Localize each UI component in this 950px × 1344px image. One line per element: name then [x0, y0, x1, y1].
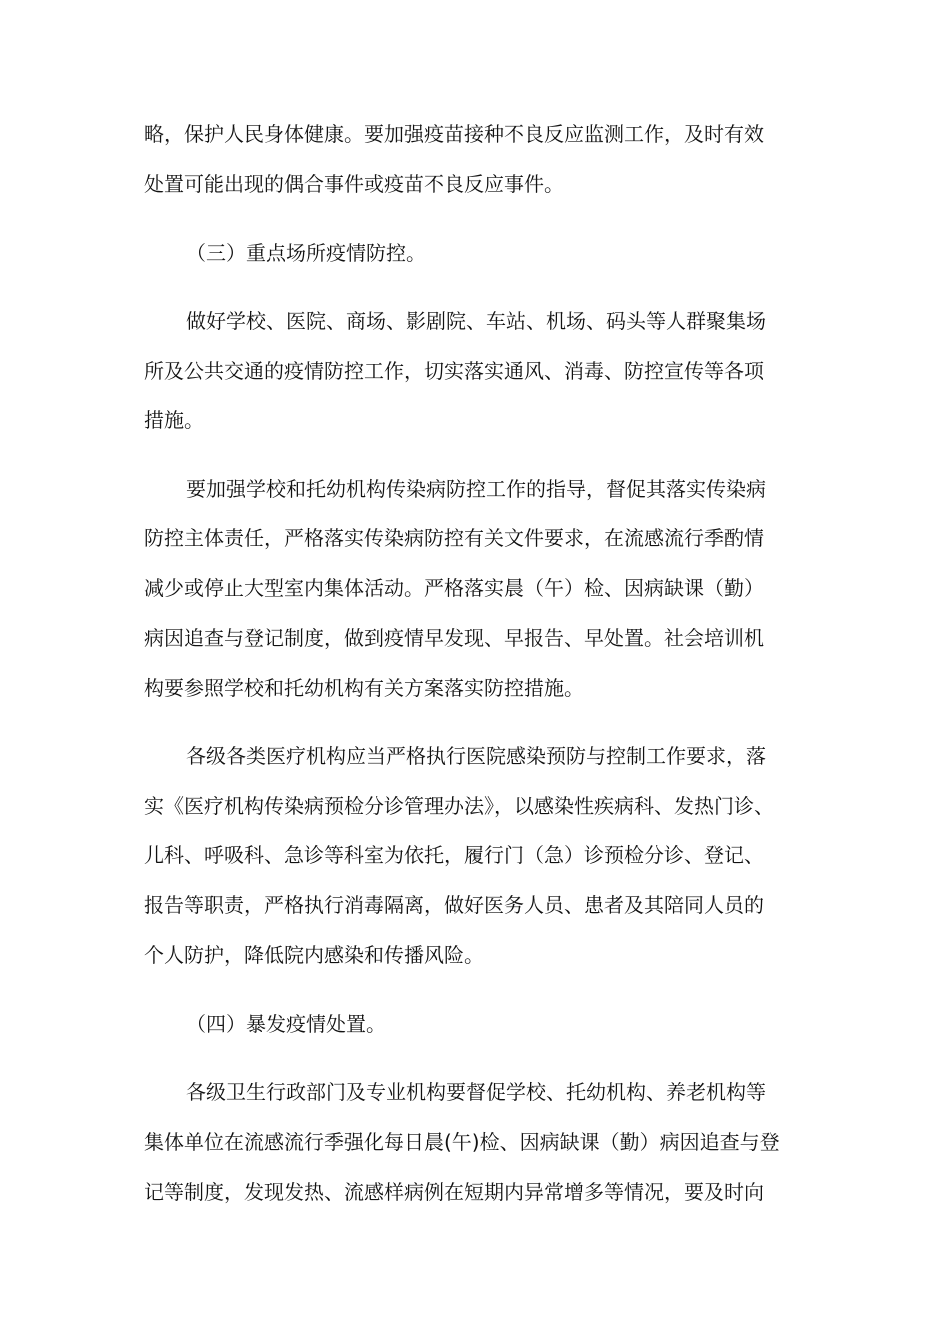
text-line: 构要参照学校和托幼机构有关方案落实防控措施。: [144, 676, 584, 700]
text-line: 各级各类医疗机构应当严格执行医院感染预防与控制工作要求，落: [186, 744, 766, 768]
text-line: 报告等职责，严格执行消毒隔离，做好医务人员、患者及其陪同人员的: [144, 893, 764, 917]
section-heading-4: （四）暴发疫情处置。: [186, 1012, 386, 1036]
text-line: 措施。: [144, 408, 204, 432]
text-line: 个人防护，降低院内感染和传播风险。: [144, 943, 484, 967]
text-line: 处置可能出现的偶合事件或疫苗不良反应事件。: [144, 172, 564, 196]
text-line: 记等制度，发现发热、流感样病例在短期内异常增多等情况，要及时向: [144, 1180, 764, 1204]
text-line: 集体单位在流感流行季强化每日晨(午)检、因病缺课（勤）病因追查与登: [144, 1130, 780, 1154]
text-line: 略，保护人民身体健康。要加强疫苗接种不良反应监测工作，及时有效: [144, 122, 764, 146]
section-heading-3: （三）重点场所疫情防控。: [186, 241, 426, 265]
text-line: 病因追查与登记制度，做到疫情早发现、早报告、早处置。社会培训机: [144, 626, 764, 650]
text-line: 要加强学校和托幼机构传染病防控工作的指导，督促其落实传染病: [186, 477, 766, 501]
text-line: 减少或停止大型室内集体活动。严格落实晨（午）检、因病缺课（勤）: [144, 576, 764, 600]
text-line: 所及公共交通的疫情防控工作，切实落实通风、消毒、防控宣传等各项: [144, 359, 764, 383]
text-line: 防控主体责任，严格落实传染病防控有关文件要求，在流感流行季酌情: [144, 526, 764, 550]
text-line: 各级卫生行政部门及专业机构要督促学校、托幼机构、养老机构等: [186, 1080, 766, 1104]
text-line: 做好学校、医院、商场、影剧院、车站、机场、码头等人群聚集场: [186, 309, 766, 333]
text-line: 实《医疗机构传染病预检分诊管理办法》，以感染性疾病科、发热门诊、: [144, 794, 774, 818]
text-line: 儿科、呼吸科、急诊等科室为依托，履行门（急）诊预检分诊、登记、: [144, 843, 764, 867]
